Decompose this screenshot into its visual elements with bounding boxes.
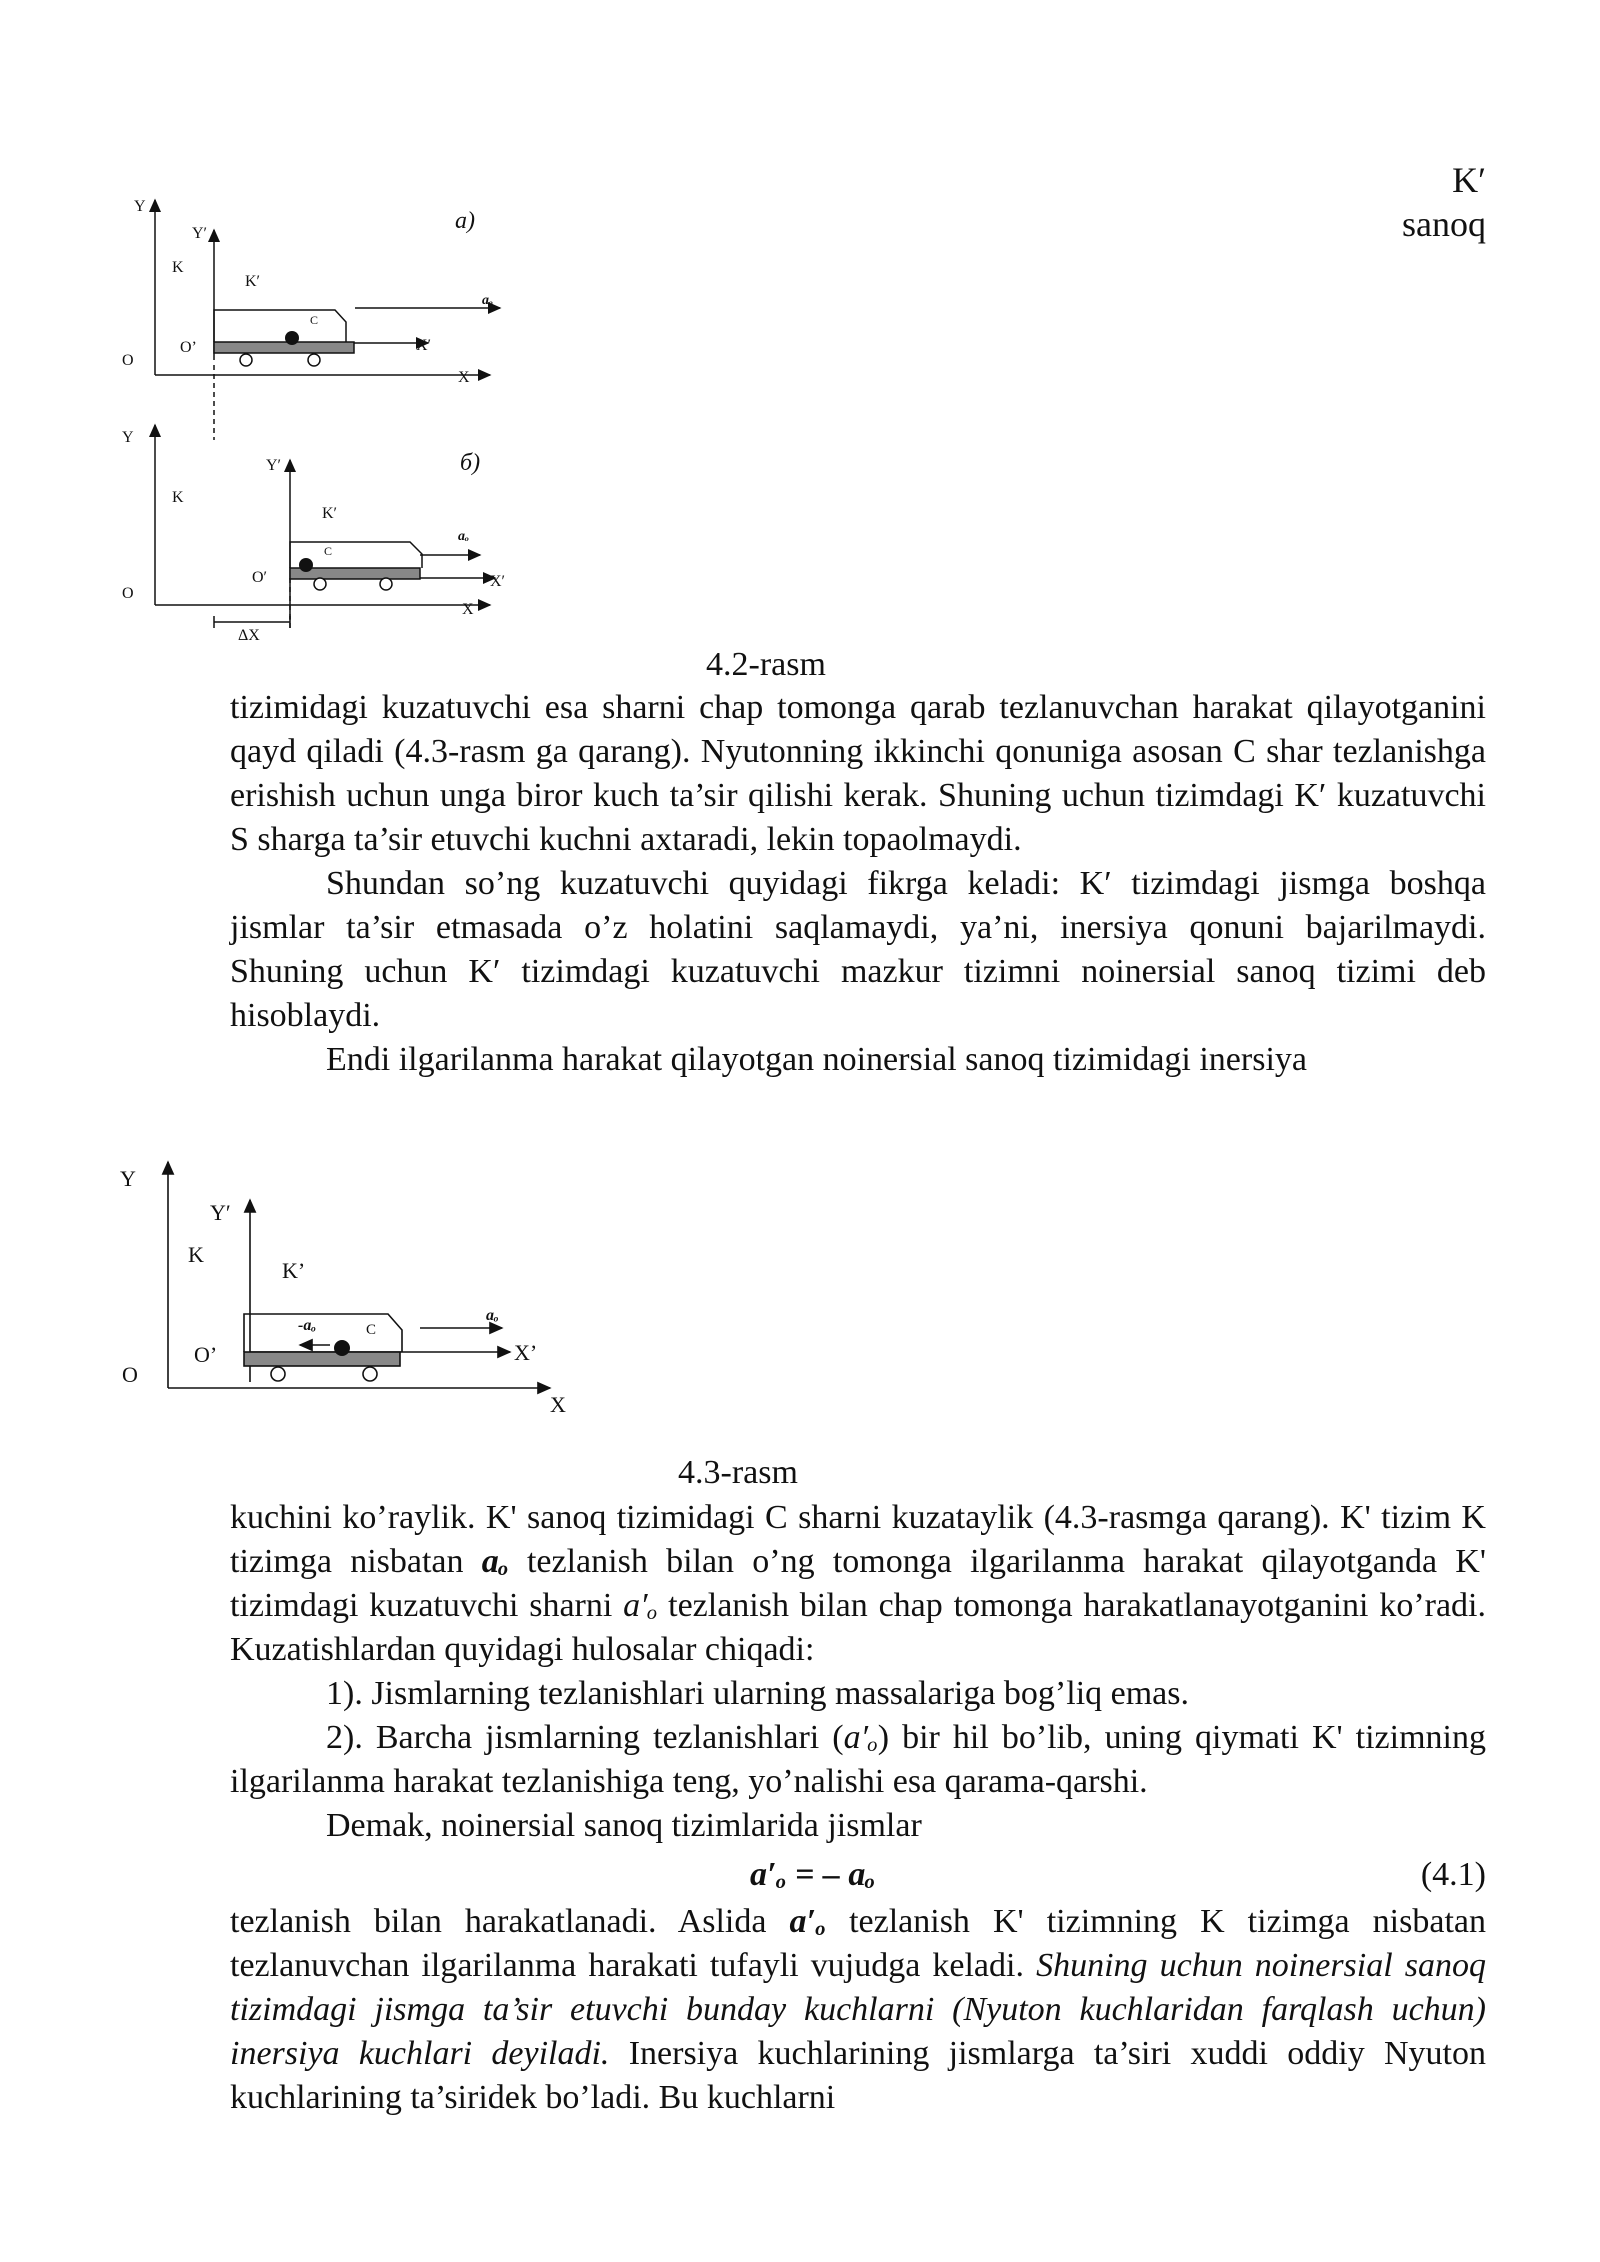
figure-4-2 bbox=[110, 180, 570, 650]
paragraph-5: Demak, noinersial sanoq tizimlarida jismlar bbox=[326, 1807, 922, 1844]
paragraph-1: tizimidagi kuzatuvchi esa sharni chap tomonga qarab tezlanuvchan harakat qilayotganini qayd qiladi (4.3-rasm ga qarang). Nyutonning ikkinchi qonuniga asosan C shar tezlanishga erishish uchun unga biror kuch ta’sir qilishi kerak. Shuning uchun tizimdagi K′ kuzatuvchi S sharga ta’sir etuvchi kuchni axtaradi, lekin topaolmaydi. bbox=[230, 689, 1486, 858]
p6-italic: Shuning uchun noinersial sanoq tizimdagi jismga ta’sir etuvchi bunday kuchlarni (Nyuton kuchlaridan farqlash uchun) inersiya kuchlari deyiladi. bbox=[230, 1947, 1486, 2072]
fig43-o-label: O bbox=[122, 1362, 138, 1387]
fig43-xp-label: X’ bbox=[514, 1340, 538, 1365]
paragraph-3: Endi ilgarilanma harakat qilayotgan noinersial sanoq tizimidagi inersiya bbox=[326, 1041, 1307, 1078]
panel-a-label: a) bbox=[455, 208, 475, 234]
fig43-x-label: X bbox=[550, 1392, 566, 1417]
panel-b-c-label: C bbox=[324, 544, 333, 558]
panel-a-y-label: Y bbox=[134, 198, 146, 215]
fig43-a0-label: aₒ bbox=[486, 1307, 499, 1324]
panel-b-o-label: O bbox=[122, 585, 134, 602]
list-item-1: 1). Jismlarning tezlanishlari ularning massalariga bog’liq emas. bbox=[326, 1675, 1189, 1712]
p4-a0: aₒ bbox=[481, 1543, 509, 1580]
panel-b-dx-label: ΔX bbox=[238, 627, 260, 644]
panel-b-xp-label: X′ bbox=[490, 573, 506, 590]
panel-a-op-label: O’ bbox=[180, 339, 197, 356]
figure-4-3 bbox=[110, 1150, 590, 1430]
paragraph-4 bbox=[230, 1496, 1486, 1672]
fig43-k-label: K bbox=[188, 1242, 204, 1267]
panel-a-xp-label: X′ bbox=[416, 337, 432, 354]
panel-a-k-label: K bbox=[172, 259, 184, 276]
p6-part-b: tezlanish K' tizimning K tizimga nisbatan tezlanuvchan ilgarilanma harakati tufayli vujudga keladi. bbox=[230, 1903, 1486, 1984]
panel-b-op-label: O′ bbox=[252, 569, 268, 586]
paragraph-6 bbox=[230, 1900, 1486, 2120]
panel-b-a0-label: aₒ bbox=[458, 529, 470, 544]
item2-part-b: ) bir hil bo’lib, uning qiymati K' tizimning ilgarilanma harakat tezlanishiga teng, yo’nalishi esa qarama-qarshi. bbox=[230, 1719, 1486, 1800]
panel-b bbox=[155, 425, 495, 630]
p4-part-c: tezlanish bilan chap tomonga harakatlanayotganini ko’radi. Kuzatishlardan quyidagi hulosalar chiqadi: bbox=[230, 1587, 1486, 1668]
fig43-kp-label: K’ bbox=[282, 1258, 306, 1283]
panel-b-k-label: K bbox=[172, 489, 184, 506]
fig43-op-label: O’ bbox=[194, 1342, 218, 1367]
equation-4-1 bbox=[230, 1856, 1486, 1900]
corner-line-1: K′ bbox=[1452, 160, 1486, 200]
p4-part-b: tezlanish bilan o’ng tomonga ilgarilanma harakat qilayotganda K' tizimdagi kuzatuvchi sharni bbox=[230, 1543, 1486, 1624]
figure-4-3-caption: 4.3-rasm bbox=[678, 1454, 798, 1491]
corner-text bbox=[1402, 158, 1486, 246]
panel-b-yp-label: Y′ bbox=[266, 457, 282, 474]
p6-part-a: tezlanish bilan harakatlanadi. Aslida bbox=[230, 1903, 790, 1940]
p6-part-c: Inersiya kuchlarining jismlarga ta’siri xuddi oddiy Nyuton kuchlarining ta’siridek bo’ladi. Bu kuchlarni bbox=[230, 2035, 1486, 2116]
panel-a-x-label: X bbox=[458, 369, 470, 386]
panel-a-a0-label: aₒ bbox=[482, 293, 494, 308]
panel-b-x-label: X bbox=[462, 601, 474, 618]
figure-4-2-caption: 4.2-rasm bbox=[706, 646, 826, 683]
panel-b-y-label: Y bbox=[122, 429, 134, 446]
text-block-1 bbox=[230, 686, 1486, 1082]
p4-part-a: kuchini ko’raylik. K' sanoq tizimidagi C sharni kuzataylik (4.3-rasmga qarang). K' tizim K tizimga nisbatan bbox=[230, 1499, 1486, 1580]
paragraph-2: Shundan so’ng kuzatuvchi quyidagi fikrga keladi: K′ tizimdagi jismga boshqa jismlar ta’sir etmasada o’z holatini saqlamaydi, ya’ni, inersiya qonuni bajarilmaydi. Shuning uchun K′ tizimdagi kuzatuvchi mazkur tizimni noinersial sanoq tizimi deb hisoblaydi. bbox=[230, 865, 1486, 1034]
p4-a0p: a′ₒ bbox=[623, 1587, 658, 1624]
panel-b-label: б) bbox=[460, 450, 481, 476]
fig43-yp-label: Y′ bbox=[210, 1200, 231, 1225]
text-block-3 bbox=[230, 1900, 1486, 2120]
p6-a0p: a′ₒ bbox=[789, 1903, 827, 1940]
corner-line-2: sanoq bbox=[1402, 204, 1486, 244]
item2-a0p: a′ₒ bbox=[843, 1719, 878, 1756]
fig43-y-label: Y bbox=[120, 1166, 136, 1191]
equation-number: (4.1) bbox=[1420, 1856, 1486, 1893]
list-item-2 bbox=[230, 1716, 1486, 1804]
fig43-minus-a0-label: -aₒ bbox=[298, 1317, 317, 1334]
text-block-2 bbox=[230, 1496, 1486, 1848]
panel-b-kp-label: K′ bbox=[322, 505, 338, 522]
panel-a-kp-label: K′ bbox=[245, 273, 261, 290]
panel-a-yp-label: Y′ bbox=[192, 225, 208, 242]
fig43-c-label: C bbox=[366, 1322, 377, 1338]
item2-part-a: 2). Barcha jismlarning tezlanishlari ( bbox=[326, 1719, 844, 1756]
panel-a-o-label: O bbox=[122, 352, 134, 369]
panel-a-c-label: C bbox=[310, 313, 319, 327]
equation-formula: a′ₒ = – aₒ bbox=[750, 1856, 876, 1893]
